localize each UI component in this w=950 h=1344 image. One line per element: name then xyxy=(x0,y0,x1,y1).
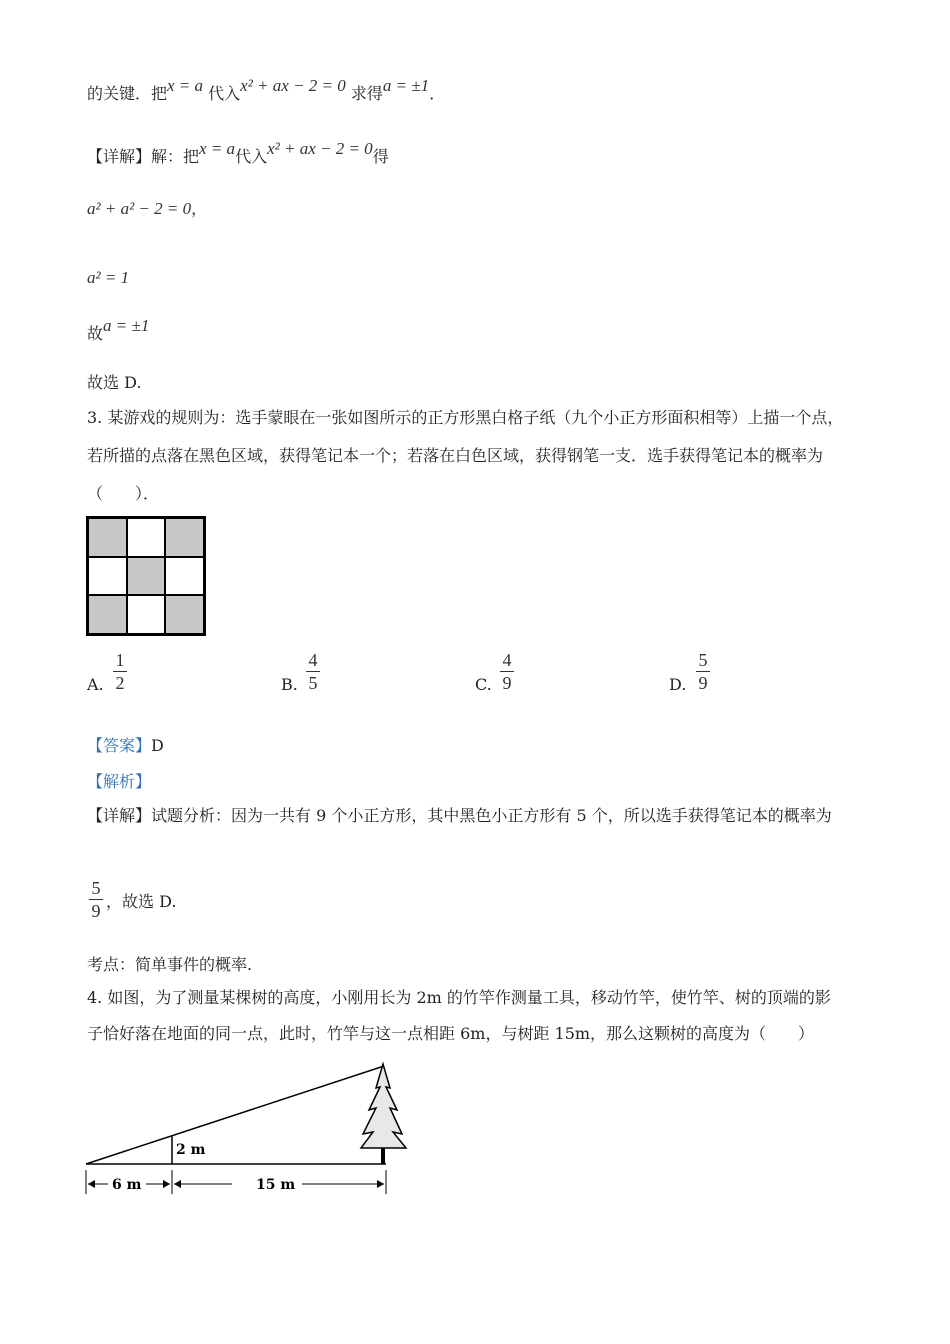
q3-detail-label: 【详解】 xyxy=(87,806,152,825)
answer-fraction: 5 9 xyxy=(89,878,103,921)
grid-cell xyxy=(127,518,166,557)
q3-line-1: 3. 某游戏的规则为：选手蒙眼在一张如图所示的正方形黑白格子纸（九个小正方形面积相等）上描一个点， xyxy=(87,408,844,427)
tree-figure xyxy=(80,1058,410,1198)
key-sentence: 的关键．把x = a 代入x² + ax − 2 = 0 求得a = ±1． xyxy=(87,76,446,103)
choose-line: 故选 D. xyxy=(87,373,142,392)
grid-cell xyxy=(165,518,204,557)
checker-grid xyxy=(86,516,206,636)
q4-line-2: 子恰好落在地面的同一点，此时，竹竿与这一点相距 6m，与树距 15m，那么这颗树的高度为（ ） xyxy=(87,1024,815,1043)
option-a-label: A. xyxy=(87,675,104,694)
sight-line xyxy=(86,1066,384,1164)
q3-line-3: （ ）． xyxy=(87,484,160,503)
step-2: a² = 1 xyxy=(87,268,130,287)
grid-cell xyxy=(88,595,127,634)
grid-cell xyxy=(127,557,166,596)
analysis-label: 【解析】 xyxy=(87,772,152,791)
grid-cell xyxy=(165,557,204,596)
grid-cell xyxy=(88,518,127,557)
option-d-fraction: 5 9 xyxy=(696,650,710,693)
option-b-label: B. xyxy=(281,675,298,694)
pole-label: 2 m xyxy=(176,1142,206,1158)
option-d-label: D. xyxy=(669,675,687,694)
answer-value: D xyxy=(151,736,164,755)
grid-cell xyxy=(88,557,127,596)
step-3: 故a = ±1 xyxy=(87,316,150,343)
option-c-fraction: 4 9 xyxy=(500,650,514,693)
dist1-label: 6 m xyxy=(112,1177,142,1193)
q3-detail: 【详解】试题分析：因为一共有 9 个小正方形，其中黑色小正方形有 5 个，所以选手获得笔记本的概率为 xyxy=(87,806,832,825)
q3-line-2: 若所描的点落在黑色区域，获得笔记本一个；若落在白色区域，获得钢笔一支．选手获得笔记本的概率为 xyxy=(87,446,824,465)
grid-cell xyxy=(127,595,166,634)
answer-line xyxy=(87,734,164,758)
detail-line: 【详解】解：把x = a代入x² + ax − 2 = 0得 xyxy=(87,139,389,166)
option-c-label: C. xyxy=(475,675,492,694)
step-1: a² + a² − 2 = 0， xyxy=(87,199,208,218)
grid-cell xyxy=(165,595,204,634)
tree-icon xyxy=(361,1064,406,1164)
option-b-fraction: 4 5 xyxy=(306,650,320,693)
detail-label: 【详解】 xyxy=(87,147,152,166)
answer-label: 【答案】 xyxy=(87,736,152,755)
kaodian-line: 考点：简单事件的概率. xyxy=(87,955,253,974)
q4-line-1: 4. 如图，为了测量某棵树的高度，小刚用长为 2m 的竹竿作测量工具，移动竹竿，使竹竿、树的顶端的影 xyxy=(87,988,831,1007)
after-fraction: ，故选 D. xyxy=(106,892,177,911)
dist2-label: 15 m xyxy=(256,1177,296,1193)
option-a-fraction: 1 2 xyxy=(113,650,127,693)
